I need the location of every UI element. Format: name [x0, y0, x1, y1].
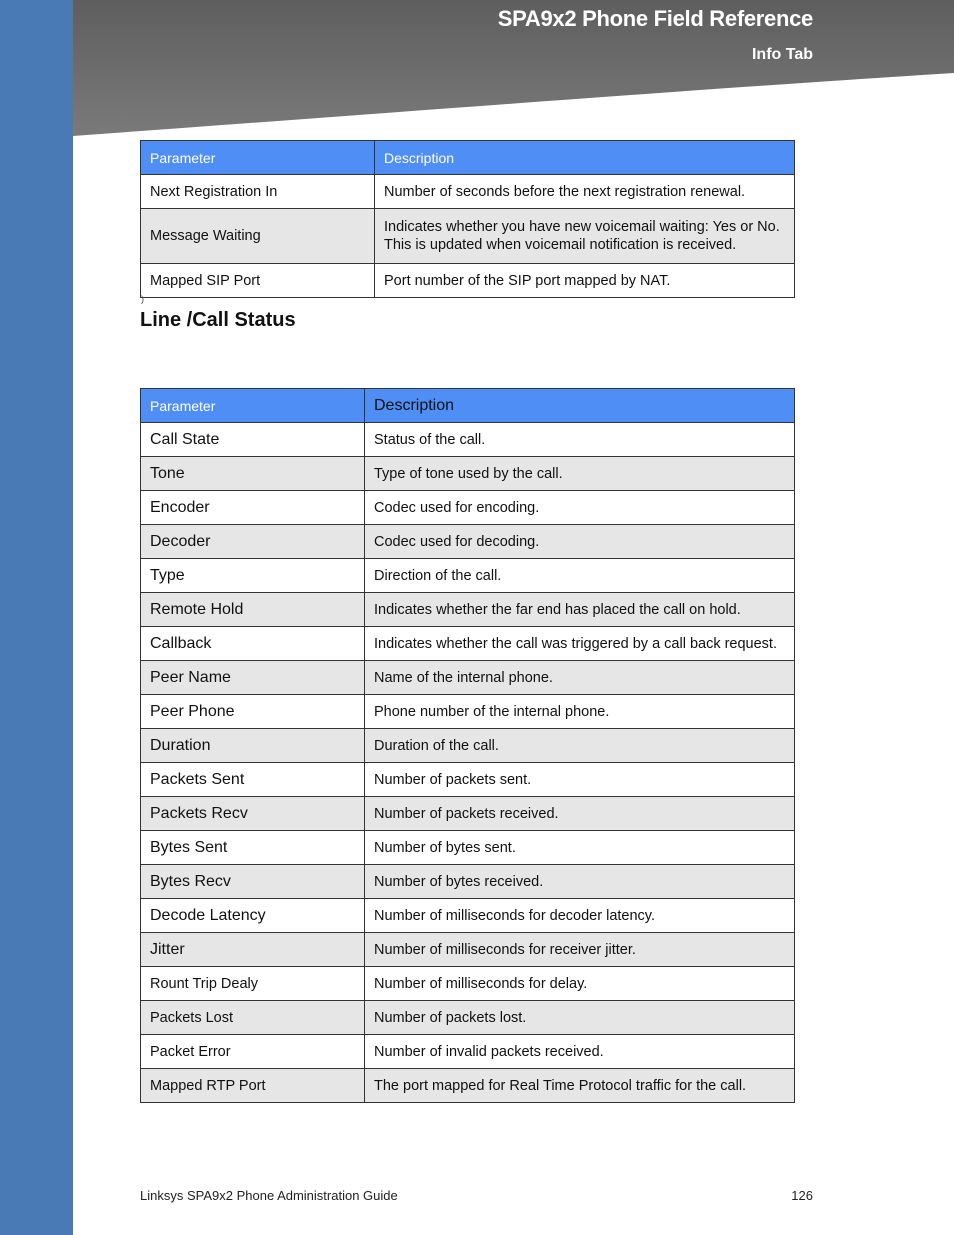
- table-row: [141, 865, 795, 899]
- table-header-row: [141, 141, 795, 175]
- column-header-description: Description: [365, 389, 795, 423]
- table-row: [141, 831, 795, 865]
- parameter-cell: Packet Error: [141, 1035, 365, 1069]
- info-parameters-table: [140, 140, 795, 298]
- table-row: [141, 729, 795, 763]
- description-cell: Number of packets received.: [365, 797, 795, 831]
- parameter-cell: Rount Trip Dealy: [141, 967, 365, 1001]
- table-row: [141, 695, 795, 729]
- page-header-title: SPA9x2 Phone Field Reference: [497, 6, 813, 31]
- parameter-cell: Duration: [141, 729, 365, 763]
- parameter-cell: Jitter: [141, 933, 365, 967]
- description-cell: Number of bytes sent.: [365, 831, 795, 865]
- description-cell: Number of milliseconds for receiver jitter.: [365, 933, 795, 967]
- parameter-cell: Message Waiting: [141, 209, 375, 264]
- description-cell: Indicates whether the far end has placed the call on hold.: [365, 593, 795, 627]
- line-call-status-table: [140, 388, 795, 1103]
- table-row: [141, 457, 795, 491]
- description-cell: Number of invalid packets received.: [365, 1035, 795, 1069]
- table-row: [141, 797, 795, 831]
- description-cell: Codec used for encoding.: [365, 491, 795, 525]
- table-row: [141, 175, 795, 209]
- parameter-cell: Packets Recv: [141, 797, 365, 831]
- table-row: [141, 967, 795, 1001]
- parameter-cell: Callback: [141, 627, 365, 661]
- table-row: [141, 264, 795, 298]
- footer-guide-title: Linksys SPA9x2 Phone Administration Guide: [140, 1188, 398, 1203]
- parameter-cell: Decoder: [141, 525, 365, 559]
- column-header-description: Description: [375, 141, 795, 175]
- description-cell: The port mapped for Real Time Protocol traffic for the call.: [365, 1069, 795, 1103]
- table-row: [141, 1035, 795, 1069]
- footer-page-number: 126: [791, 1188, 813, 1203]
- parameter-cell: Encoder: [141, 491, 365, 525]
- description-cell: Codec used for decoding.: [365, 525, 795, 559]
- stray-mark: ): [141, 294, 144, 304]
- table-row: [141, 209, 795, 264]
- description-cell: Direction of the call.: [365, 559, 795, 593]
- description-cell: Number of milliseconds for delay.: [365, 967, 795, 1001]
- table-row: [141, 763, 795, 797]
- description-cell: Indicates whether you have new voicemail waiting: Yes or No. This is updated when voicemail notification is received.: [375, 209, 795, 264]
- table-row: [141, 1001, 795, 1035]
- column-header-parameter: Parameter: [141, 389, 365, 423]
- description-cell: Number of seconds before the next registration renewal.: [375, 175, 795, 209]
- side-accent-bar: [0, 0, 73, 1235]
- table-row: [141, 661, 795, 695]
- table-row: [141, 525, 795, 559]
- description-cell: Port number of the SIP port mapped by NAT.: [375, 264, 795, 298]
- parameter-cell: Next Registration In: [141, 175, 375, 209]
- table-row: [141, 627, 795, 661]
- description-cell: Indicates whether the call was triggered by a call back request.: [365, 627, 795, 661]
- description-cell: Name of the internal phone.: [365, 661, 795, 695]
- parameter-cell: Bytes Recv: [141, 865, 365, 899]
- column-header-parameter: Parameter: [141, 141, 375, 175]
- table-row: [141, 899, 795, 933]
- parameter-cell: Mapped RTP Port: [141, 1069, 365, 1103]
- description-cell: Number of packets lost.: [365, 1001, 795, 1035]
- table-row: [141, 1069, 795, 1103]
- parameter-cell: Type: [141, 559, 365, 593]
- parameter-cell: Bytes Sent: [141, 831, 365, 865]
- parameter-cell: Call State: [141, 423, 365, 457]
- parameter-cell: Decode Latency: [141, 899, 365, 933]
- description-cell: Phone number of the internal phone.: [365, 695, 795, 729]
- table-row: [141, 423, 795, 457]
- parameter-cell: Mapped SIP Port: [141, 264, 375, 298]
- parameter-cell: Peer Name: [141, 661, 365, 695]
- page-header-subtitle: Info Tab: [751, 46, 813, 63]
- table-row: [141, 491, 795, 525]
- parameter-cell: Peer Phone: [141, 695, 365, 729]
- parameter-cell: Packets Lost: [141, 1001, 365, 1035]
- description-cell: Number of milliseconds for decoder latency.: [365, 899, 795, 933]
- description-cell: Type of tone used by the call.: [365, 457, 795, 491]
- parameter-cell: Remote Hold: [141, 593, 365, 627]
- description-cell: Number of bytes received.: [365, 865, 795, 899]
- table-body: [141, 423, 795, 1103]
- description-cell: Duration of the call.: [365, 729, 795, 763]
- description-cell: Number of packets sent.: [365, 763, 795, 797]
- table-row: [141, 593, 795, 627]
- description-cell: Status of the call.: [365, 423, 795, 457]
- parameter-cell: Tone: [141, 457, 365, 491]
- section-heading: Line /Call Status: [140, 309, 296, 331]
- table-header-row: [141, 389, 795, 423]
- table-row: [141, 559, 795, 593]
- parameter-cell: Packets Sent: [141, 763, 365, 797]
- table-row: [141, 933, 795, 967]
